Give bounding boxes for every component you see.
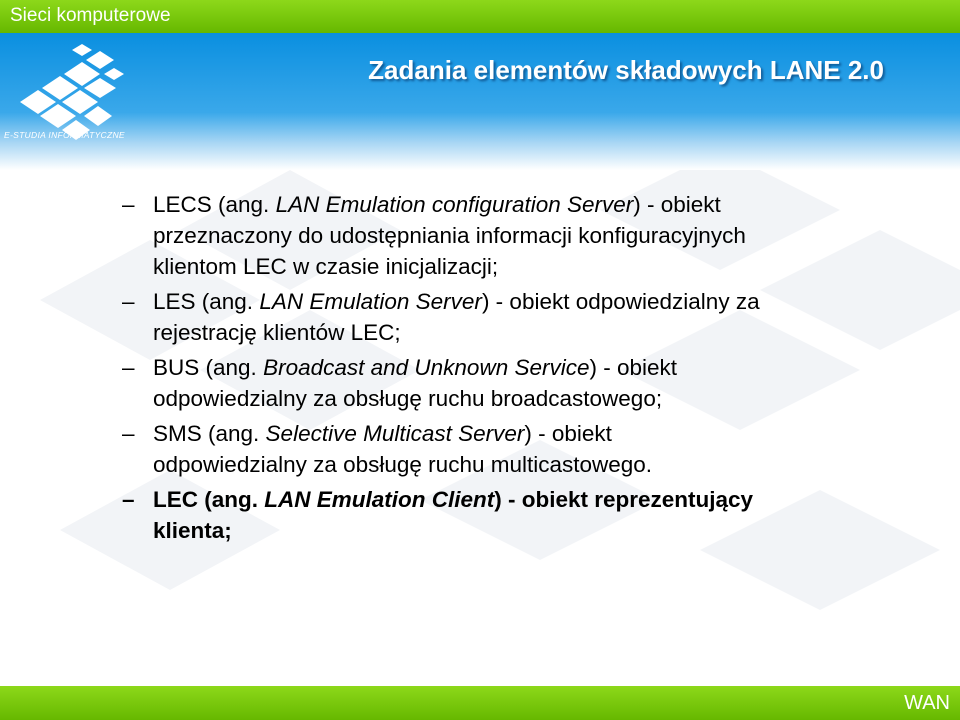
logo-tile [72, 44, 92, 56]
bullet-dash: – [122, 487, 135, 512]
slide-title: Zadania elementów składowych LANE 2.0 [368, 55, 884, 85]
list-item-highlighted [122, 484, 902, 546]
list-item [122, 418, 902, 480]
logo-tile [86, 51, 114, 69]
bullet-dash: – [122, 421, 135, 446]
bullet-text: SMS (ang. Selective Multicast Server) - obiekt odpowiedzialny za obsługę ruchu multicastowego. [153, 421, 653, 477]
english-term: LAN Emulation Client [264, 487, 495, 512]
top-bar [0, 0, 960, 33]
english-term: Selective Multicast Server [265, 421, 525, 446]
list-item [122, 286, 902, 348]
bottom-bar [0, 686, 960, 720]
course-name: Sieci komputerowe [10, 5, 171, 26]
bullet-text: LEC (ang. LAN Emulation Client) - obiekt reprezentujący klienta; [153, 487, 754, 543]
logo-caption: E-STUDIA INFORMATYCZNE [4, 130, 125, 140]
bullet-list [122, 189, 902, 550]
bullet-text: LES (ang. LAN Emulation Server) - obiekt odpowiedzialny za rejestrację klientów LEC; [153, 289, 760, 345]
bullet-dash: – [122, 192, 135, 217]
bullet-dash: – [122, 289, 135, 314]
logo-tile [104, 68, 124, 80]
list-item [122, 189, 902, 282]
english-term: LAN Emulation Server [259, 289, 482, 314]
english-term: Broadcast and Unknown Service [263, 355, 590, 380]
bullet-text: LECS (ang. LAN Emulation configuration Server) - obiekt przeznaczony do udostępniania informacji konfiguracyjnych klientom LEC w czasie inicjalizacji; [153, 192, 746, 279]
list-item [122, 352, 902, 414]
english-term: LAN Emulation configuration Server [275, 192, 634, 217]
bullet-text: BUS (ang. Broadcast and Unknown Service) - obiekt odpowiedzialny za obsługę ruchu broadcastowego; [153, 355, 678, 411]
bullet-dash: – [122, 355, 135, 380]
footer-label: WAN [904, 692, 950, 714]
logo-tile [84, 106, 112, 126]
